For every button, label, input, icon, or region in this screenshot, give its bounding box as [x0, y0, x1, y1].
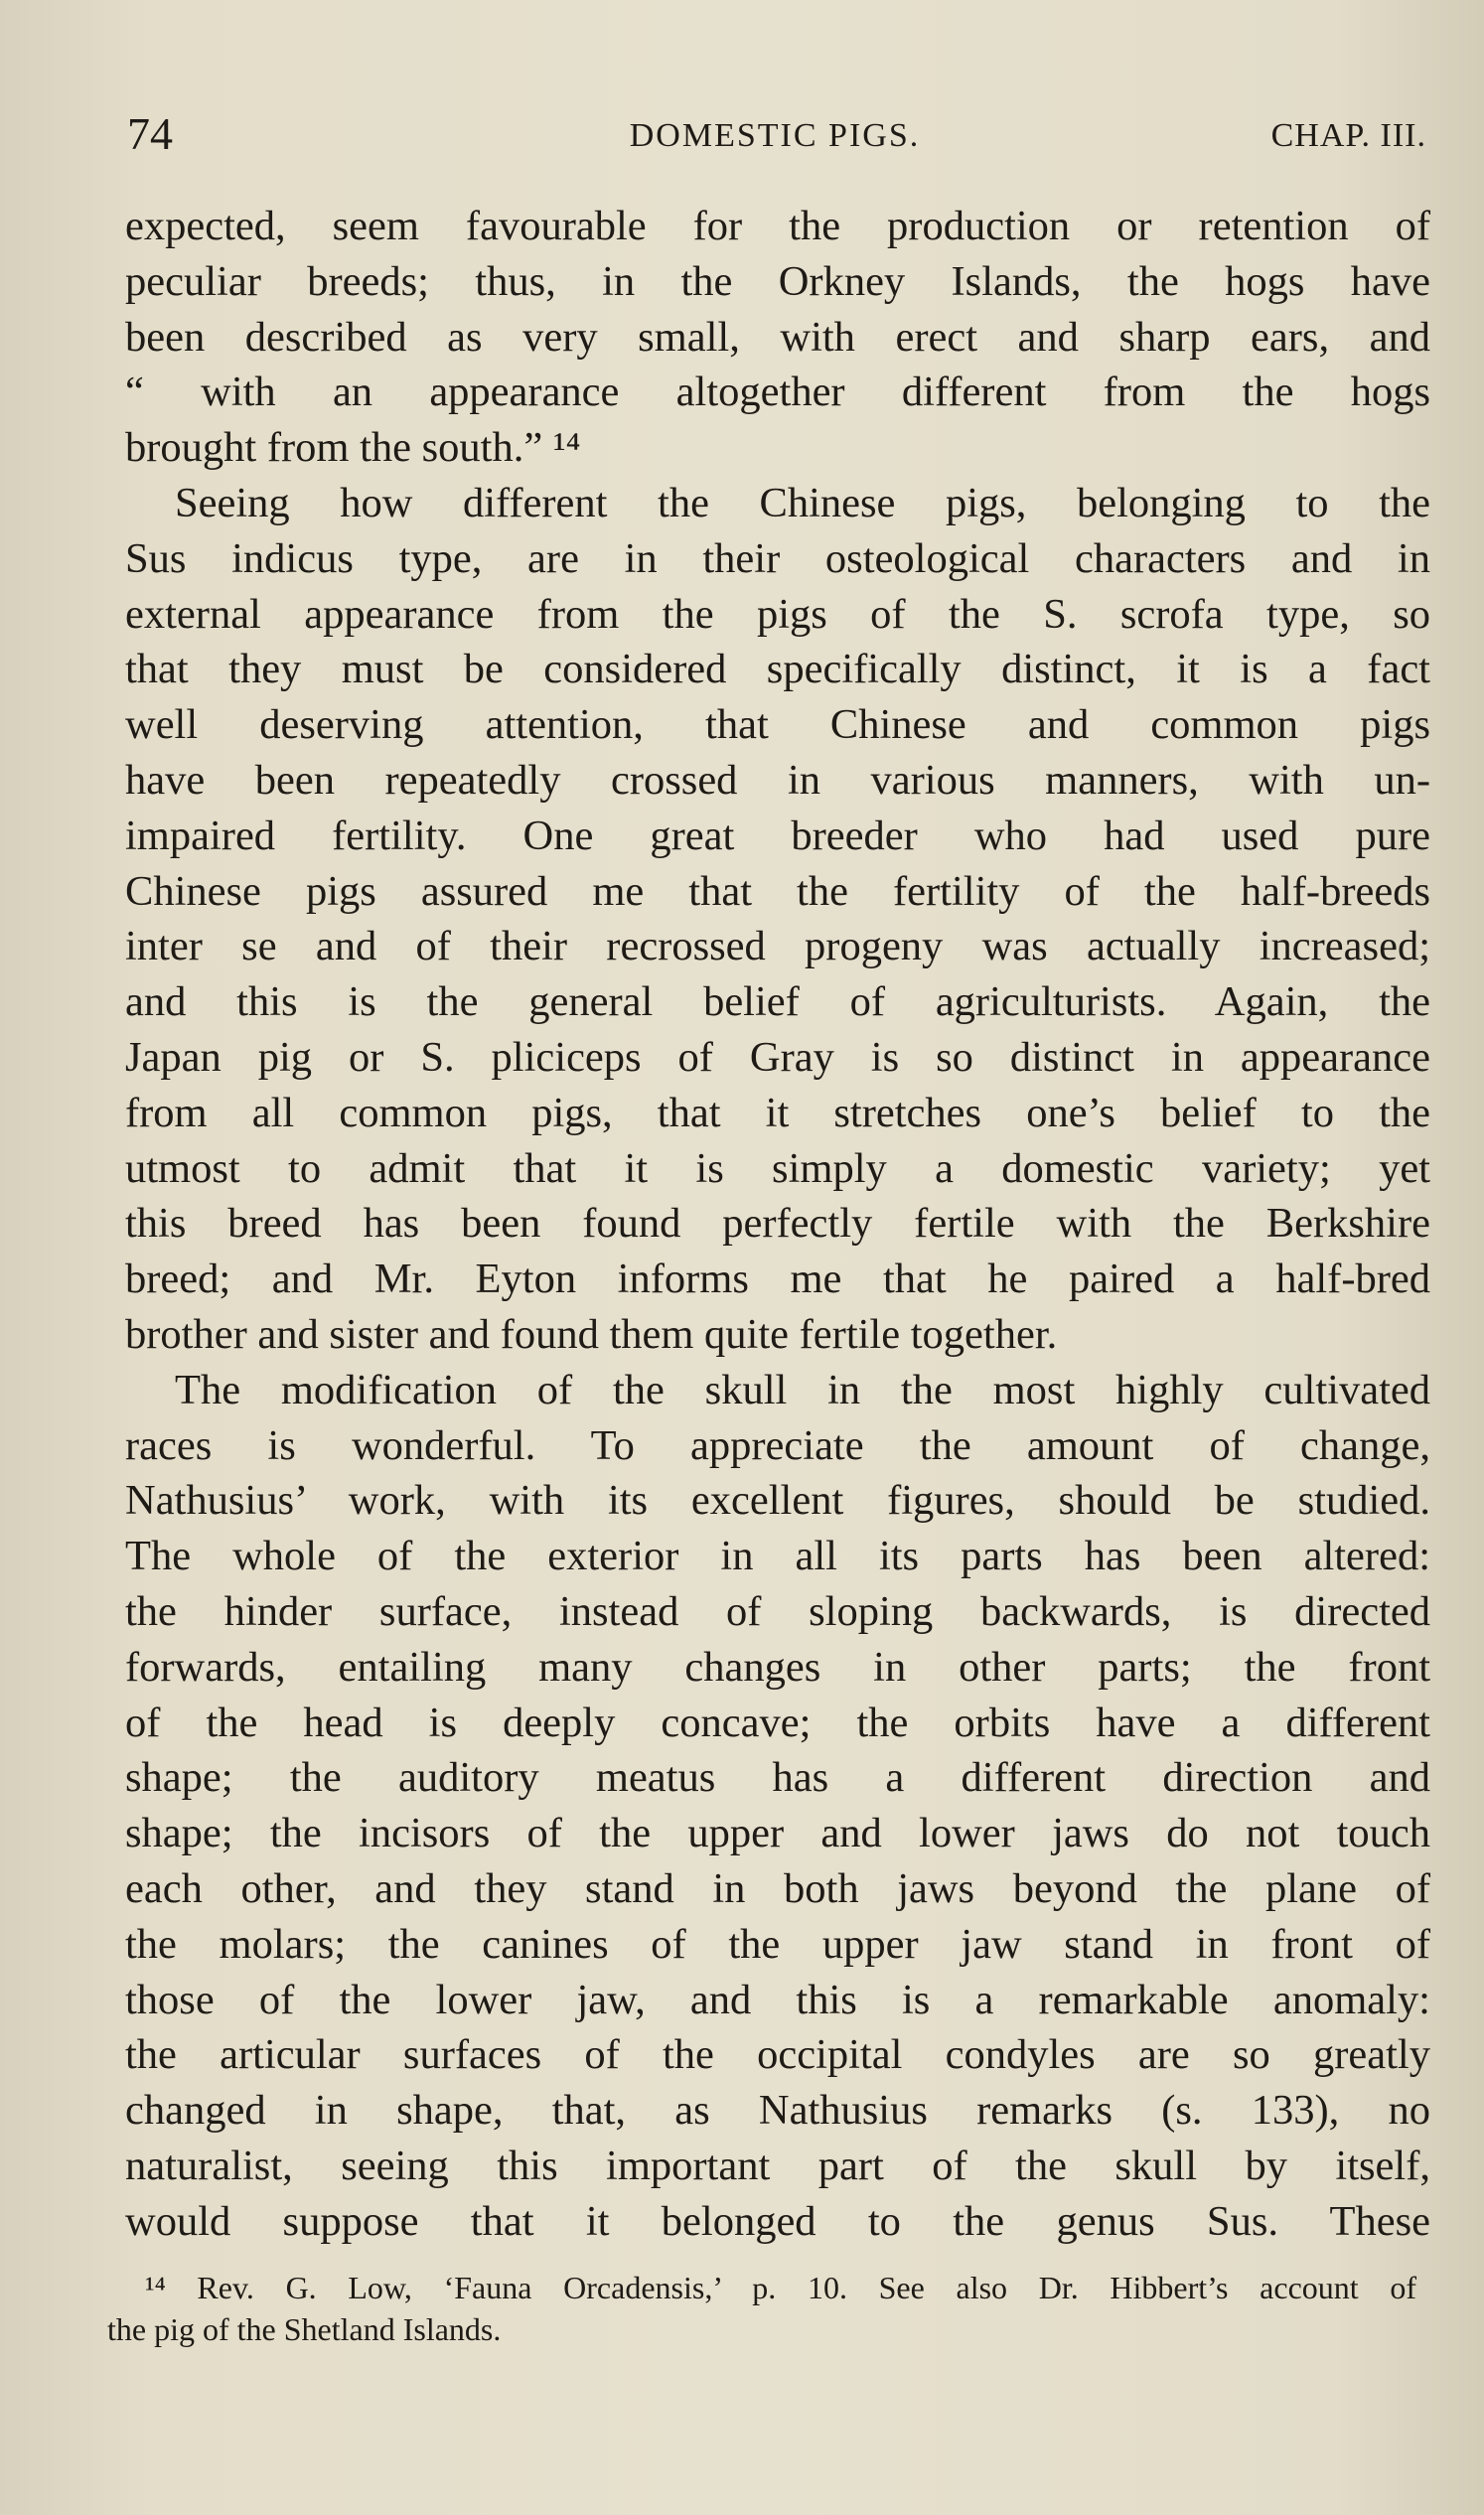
text-line: “ with an appearance altogether different from the hogs: [125, 369, 1430, 416]
text-line: that they must be considered specifically distinct, it is a fact: [125, 646, 1430, 693]
text-line: forwards, entailing many changes in other parts; the front: [125, 1643, 1430, 1691]
text-line: those of the lower jaw, and this is a remarkable anomaly:: [125, 1976, 1430, 2023]
text-line: Sus indicus type, are in their osteological characters and in: [125, 534, 1430, 582]
footnote-line: the pig of the Shetland Islands.: [107, 2311, 502, 2347]
footnote-line: ¹⁴ Rev. G. Low, ‘Fauna Orcadensis,’ p. 10. See also Dr. Hibbert’s account of: [145, 2270, 1416, 2305]
running-title: DOMESTIC PIGS.: [629, 117, 921, 154]
text-line: external appearance from the pigs of the S. scrofa type, so: [125, 590, 1430, 638]
page-number: 74: [127, 108, 173, 159]
text-line: been described as very small, with erect and sharp ears, and: [125, 313, 1430, 361]
text-line: the molars; the canines of the upper jaw stand in front of: [125, 1920, 1430, 1968]
chapter-label: CHAP. III.: [1270, 117, 1426, 154]
text-line: from all common pigs, that it stretches one’s belief to the: [125, 1089, 1430, 1136]
text-line: Nathusius’ work, with its excellent figures, should be studied.: [125, 1477, 1430, 1525]
text-line: of the head is deeply concave; the orbits have a different: [125, 1699, 1430, 1746]
text-line: The whole of the exterior in all its parts has been altered:: [125, 1533, 1430, 1580]
text-line: changed in shape, that, as Nathusius remarks (s. 133), no: [125, 2087, 1430, 2135]
text-line: shape; the incisors of the upper and lower jaws do not touch: [125, 1810, 1430, 1857]
text-line: Seeing how different the Chinese pigs, belonging to the: [175, 479, 1430, 526]
text-line: expected, seem favourable for the production or retention of: [125, 203, 1430, 249]
text-line: each other, and they stand in both jaws beyond the plane of: [125, 1864, 1430, 1912]
text-line: have been repeatedly crossed in various manners, with un-: [125, 756, 1430, 804]
text-line: The modification of the skull in the most highly cultivated: [175, 1366, 1430, 1413]
body-text: [125, 199, 1430, 2249]
text-line: naturalist, seeing this important part of the skull by itself,: [125, 2142, 1430, 2189]
text-line: peculiar breeds; thus, in the Orkney Islands, the hogs have: [125, 257, 1430, 305]
text-line: brought from the south.” ¹⁴: [125, 424, 581, 472]
text-line: and this is the general belief of agriculturists. Again, the: [125, 978, 1430, 1026]
text-line: races is wonderful. To appreciate the amount of change,: [125, 1421, 1430, 1469]
footnotes: [107, 2267, 1416, 2350]
text-line: breed; and Mr. Eyton informs me that he paired a half-bred: [125, 1256, 1430, 1303]
text-line: the articular surfaces of the occipital condyles are so greatly: [125, 2031, 1430, 2079]
text-line: would suppose that it belonged to the genus Sus. These: [125, 2197, 1430, 2245]
text-line: Chinese pigs assured me that the fertility of the half-breeds: [125, 867, 1430, 915]
text-line: inter se and of their recrossed progeny was actually increased;: [125, 923, 1430, 970]
text-line: Japan pig or S. pliciceps of Gray is so distinct in appearance: [125, 1033, 1430, 1081]
text-line: utmost to admit that it is simply a domestic variety; yet: [125, 1144, 1430, 1192]
page-header: [119, 107, 1430, 167]
text-line: shape; the auditory meatus has a different direction and: [125, 1754, 1430, 1802]
text-line: brother and sister and found them quite fertile together.: [125, 1310, 1058, 1358]
text-line: impaired fertility. One great breeder who had used pure: [125, 812, 1430, 859]
text-line: well deserving attention, that Chinese and common pigs: [125, 701, 1430, 749]
text-line: this breed has been found perfectly fertile with the Berkshire: [125, 1200, 1430, 1248]
text-line: the hinder surface, instead of sloping backwards, is directed: [125, 1587, 1430, 1635]
